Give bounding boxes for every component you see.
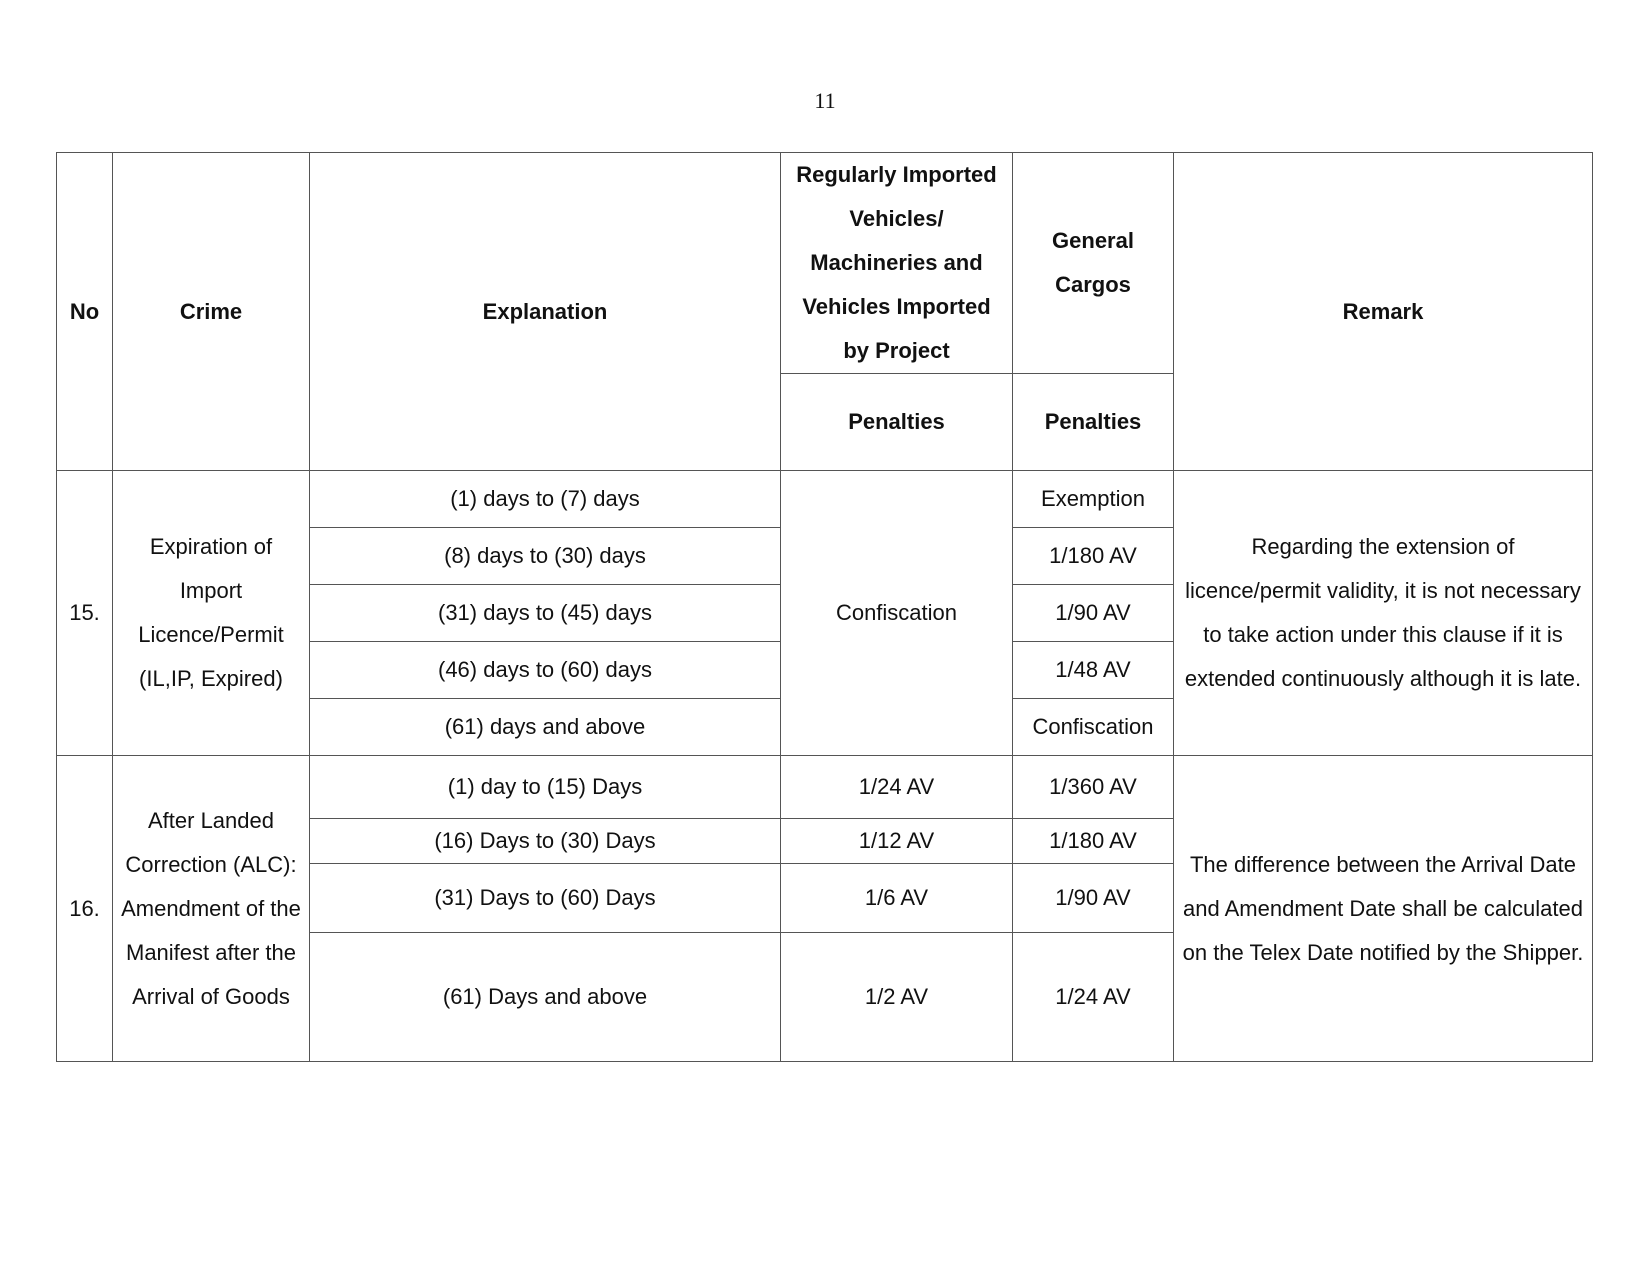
explanation-cell: (8) days to (30) days: [310, 528, 781, 585]
regular-penalty-cell: 1/12 AV: [781, 819, 1013, 864]
crime-cell: After Landed Correction (ALC): Amendment of the Manifest after the Arrival of Goods: [113, 756, 310, 1062]
regular-penalty-cell: 1/6 AV: [781, 864, 1013, 933]
header-general-cargos: General Cargos: [1013, 153, 1174, 374]
header-crime: Crime: [113, 153, 310, 471]
explanation-cell: (1) days to (7) days: [310, 471, 781, 528]
page-number: 11: [814, 88, 836, 113]
general-penalty-cell: 1/360 AV: [1013, 756, 1174, 819]
penalty-table: [56, 152, 1593, 1062]
explanation-cell: (1) day to (15) Days: [310, 756, 781, 819]
table-row: [57, 471, 1593, 528]
explanation-cell: (46) days to (60) days: [310, 642, 781, 699]
header-no: No: [57, 153, 113, 471]
general-penalty-cell: 1/180 AV: [1013, 819, 1174, 864]
general-penalty-cell: 1/24 AV: [1013, 933, 1174, 1062]
header-remark: Remark: [1174, 153, 1593, 471]
explanation-cell: (31) days to (45) days: [310, 585, 781, 642]
general-penalty-cell: Confiscation: [1013, 699, 1174, 756]
general-penalty-cell: 1/48 AV: [1013, 642, 1174, 699]
explanation-cell: (31) Days to (60) Days: [310, 864, 781, 933]
explanation-cell: (61) days and above: [310, 699, 781, 756]
general-penalty-cell: 1/90 AV: [1013, 585, 1174, 642]
explanation-cell: (16) Days to (30) Days: [310, 819, 781, 864]
general-penalty-cell: Exemption: [1013, 471, 1174, 528]
header-regular-imports: Regularly Imported Vehicles/ Machineries and Vehicles Imported by Project: [781, 153, 1013, 374]
header-explanation: Explanation: [310, 153, 781, 471]
table-row: [57, 756, 1593, 819]
remark-cell: Regarding the extension of licence/permit validity, it is not necessary to take action under this clause if it is extended continuously although it is late.: [1174, 471, 1593, 756]
regular-penalty-cell: 1/24 AV: [781, 756, 1013, 819]
header-row: [57, 153, 1593, 374]
crime-cell: Expiration of Import Licence/Permit (IL,IP, Expired): [113, 471, 310, 756]
remark-cell: The difference between the Arrival Date and Amendment Date shall be calculated on the Telex Date notified by the Shipper.: [1174, 756, 1593, 1062]
general-penalty-cell: 1/90 AV: [1013, 864, 1174, 933]
row-number: 15.: [57, 471, 113, 756]
row-number: 16.: [57, 756, 113, 1062]
regular-penalty-cell: Confiscation: [781, 471, 1013, 756]
header-penalties-general: Penalties: [1013, 374, 1174, 471]
header-penalties-regular: Penalties: [781, 374, 1013, 471]
regular-penalty-cell: 1/2 AV: [781, 933, 1013, 1062]
explanation-cell: (61) Days and above: [310, 933, 781, 1062]
general-penalty-cell: 1/180 AV: [1013, 528, 1174, 585]
